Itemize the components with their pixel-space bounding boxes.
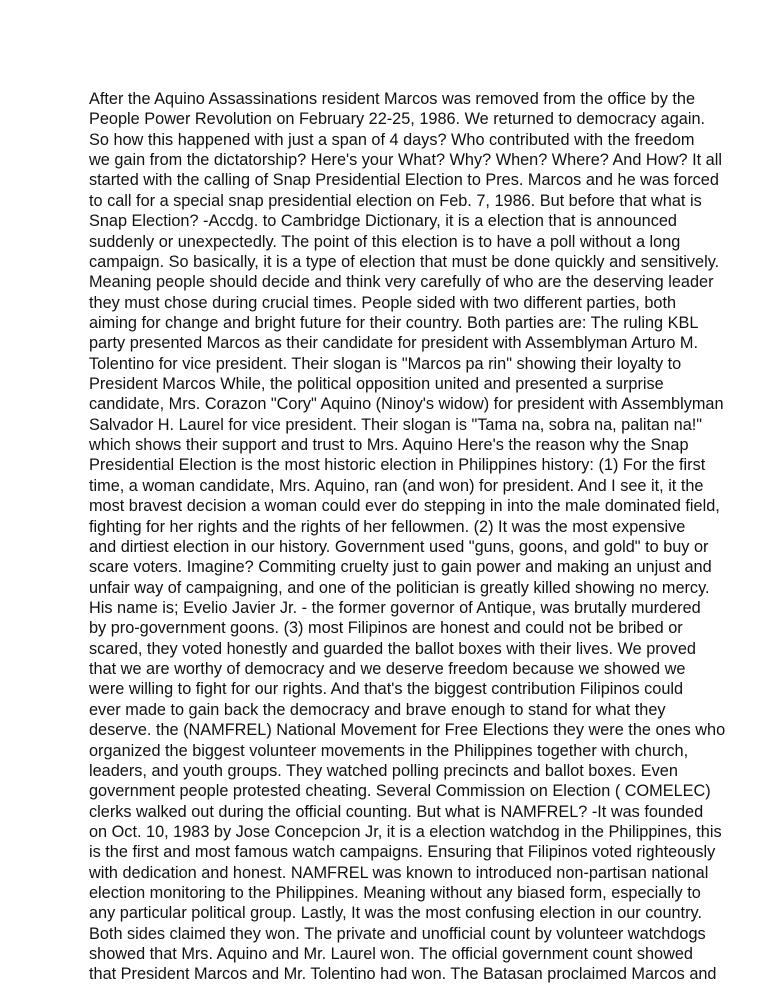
text-line: After the Aquino Assassinations resident Marcos was removed from the office by the bbox=[89, 90, 696, 108]
text-line: aiming for change and bright future for their country. Both parties are: The ruling KBL bbox=[89, 313, 699, 332]
document-body bbox=[89, 89, 726, 985]
text-line: and dirtiest election in our history. Government used "guns, goons, and gold" to buy or bbox=[89, 537, 709, 556]
text-line: which shows their support and trust to Mrs. Aquino Here's the reason why the Snap bbox=[89, 436, 689, 455]
text-line: His name is; Evelio Javier Jr. - the former governor of Antique, was brutally murdered bbox=[89, 598, 701, 617]
text-line: campaign. So basically, it is a type of election that must be done quickly and sensitively. bbox=[89, 252, 720, 271]
text-line: any particular political group. Lastly, It was the most confusing election in our country. bbox=[89, 904, 702, 923]
text-line: party presented Marcos as their candidate for president with Assemblyman Arturo M. bbox=[89, 334, 699, 353]
text-line: election monitoring to the Philippines. Meaning without any biased form, especially to bbox=[89, 884, 701, 903]
text-line: by pro-government goons. (3) most Filipinos are honest and could not be bribed or bbox=[89, 619, 683, 638]
text-line: unfair way of campaigning, and one of the politician is greatly killed showing no mercy. bbox=[89, 578, 710, 597]
text-line: Meaning people should decide and think very carefully of who are the deserving leader bbox=[89, 273, 714, 292]
text-line: they must chose during crucial times. People sided with two different parties, both bbox=[89, 293, 677, 312]
text-line: So how this happened with just a span of 4 days? Who contributed with the freedom bbox=[89, 130, 695, 149]
text-line: that we are worthy of democracy and we deserve freedom because we showed we bbox=[89, 660, 686, 679]
text-line: clerks walked out during the official counting. But what is NAMFREL? -It was founded bbox=[89, 802, 704, 821]
text-line: President Marcos While, the political opposition united and presented a surprise bbox=[89, 375, 664, 394]
text-line: People Power Revolution on February 22-25, 1986. We returned to democracy again. bbox=[89, 110, 706, 129]
text-line: Tolentino for vice president. Their slogan is "Marcos pa rin" showing their loyalty to bbox=[89, 354, 682, 373]
text-line: ever made to gain back the democracy and brave enough to stand for what they bbox=[89, 700, 666, 719]
text-line: scared, they voted honestly and guarded the ballot boxes with their lives. We proved bbox=[89, 639, 696, 658]
text-line: we gain from the dictatorship? Here's your What? Why? When? Where? And How? It all bbox=[89, 151, 722, 170]
text-line: showed that Mrs. Aquino and Mr. Laurel won. The official government count showed bbox=[89, 945, 693, 964]
text-line: time, a woman candidate, Mrs. Aquino, ran (and won) for president. And I see it, it the bbox=[89, 476, 704, 495]
text-line: on Oct. 10, 1983 by Jose Concepcion Jr, it is a election watchdog in the Philippines, this bbox=[89, 822, 722, 841]
text-line: that President Marcos and Mr. Tolentino had won. The Batasan proclaimed Marcos and bbox=[89, 965, 717, 984]
text-line: fighting for her rights and the rights of her fellowmen. (2) It was the most expensive bbox=[89, 517, 686, 536]
text-line: Both sides claimed they won. The private and unofficial count by volunteer watchdogs bbox=[89, 924, 706, 943]
text-line: candidate, Mrs. Corazon "Cory" Aquino (Ninoy's widow) for president with Assemblyman bbox=[89, 395, 724, 414]
text-line: is the first and most famous watch campaigns. Ensuring that Filipinos voted righteously bbox=[89, 843, 716, 862]
text-line: Snap Election? -Accdg. to Cambridge Dictionary, it is a election that is announced bbox=[89, 212, 677, 231]
text-line: started with the calling of Snap Presidential Election to Pres. Marcos and he was forced bbox=[89, 171, 719, 190]
text-line: Presidential Election is the most historic election in Philippines history: (1) For the first bbox=[89, 456, 706, 475]
text-line: to call for a special snap presidential election on Feb. 7, 1986. But before that what is bbox=[89, 191, 702, 210]
text-line: Salvador H. Laurel for vice president. Their slogan is "Tama na, sobra na, palitan na!" bbox=[89, 415, 703, 434]
text-line: organized the biggest volunteer movements in the Philippines together with church, bbox=[89, 741, 689, 760]
text-line: were willing to fight for our rights. And that's the biggest contribution Filipinos could bbox=[89, 680, 684, 699]
text-line: suddenly or unexpectedly. The point of this election is to have a poll without a long bbox=[89, 232, 681, 251]
text-line: leaders, and youth groups. They watched polling precincts and ballot boxes. Even bbox=[89, 761, 678, 780]
text-line: scare voters. Imagine? Commiting cruelty just to gain power and making an unjust and bbox=[89, 558, 712, 577]
text-line: most bravest decision a woman could ever do stepping in into the male dominated field, bbox=[89, 497, 720, 516]
text-line: government people protested cheating. Several Commission on Election ( COMELEC) bbox=[89, 782, 711, 801]
text-line: deserve. the (NAMFREL) National Movement for Free Elections they were the ones who bbox=[89, 721, 726, 740]
text-line: with dedication and honest. NAMFREL was known to introduced non-partisan national bbox=[89, 863, 709, 882]
